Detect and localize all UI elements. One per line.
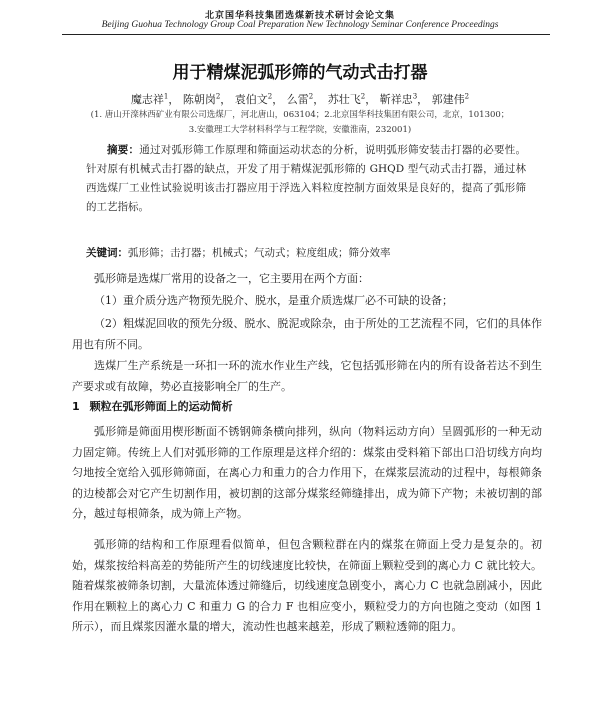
- section-paragraph-1: 弧形筛是筛面用楔形断面不锈钢筛条横向排列，纵向（物料运动方向）呈圆弧形的一种无动力固定筛。传统上人们对弧形筛的工作原理是这样介绍的：煤浆由受料箱下部出口沿切线方向均匀地按全宽给入弧形筛筛面，在离心力和重力的合力作用下，在煤浆层流动的过程中，每根筛条的边棱都会对它产生切割作用，被切割的这部分煤浆经筛缝排出，成为筛下产物；未被切割的部分，越过每根筛条，成为筛上产物。: [72, 425, 542, 520]
- running-header-english: Beijing Guohua Technology Group Coal Preparation New Technology Seminar Conference Proceedings: [101, 20, 499, 30]
- intro-item-1: （1）重介质分选产物预先脱介、脱水，是重介质选煤厂必不可缺的设备；: [94, 294, 453, 307]
- keywords: [86, 245, 526, 260]
- keywords-text: 弧形筛；击打器；机械式；气动式；粒度组成；筛分效率: [128, 247, 391, 259]
- section-heading: [72, 398, 233, 414]
- header-divider: [62, 34, 550, 35]
- author: 靳祥忠$^3$: [379, 92, 418, 106]
- intro-item-2: （2）粗煤泥回收的预先分级、脱水、脱泥或除杂，由于所处的工艺流程不同，它们的具体作用也有所不同。: [72, 317, 542, 351]
- author: 郭建伟$^2$: [431, 92, 470, 106]
- author: 么雷$^2$: [286, 92, 314, 106]
- abstract-text: 通过对弧形筛工作原理和筛面运动状态的分析，说明弧形筛安装击打器的必要性。针对原有机械式击打器的缺点，开发了用于精煤泥弧形筛的 GHQD 型气动式击打器，通过林西选煤厂工业性试验说明该击打器应用于浮选入料粒度控制方面效果是良好的，提高了弧形筛的工艺指标。: [86, 144, 526, 213]
- running-header-chinese: 北京国华科技集团选煤新技术研讨会论文集: [204, 11, 395, 21]
- author: 陈朝岗$^2$: [182, 92, 221, 106]
- abstract-label: 摘要：: [107, 144, 140, 156]
- author: 袁伯文$^2$: [234, 92, 273, 106]
- author-list: 魔志祥$^1$， 陈朝岗$^2$， 袁伯文$^2$， 么雷$^2$， 苏壮飞$^2$， 靳祥忠$^3$， 郭建伟$^2$: [130, 92, 470, 106]
- production-line-paragraph: 选煤厂生产系统是一环扣一环的流水作业生产线，它包括弧形筛在内的所有设备若达不到生产要求或有故障，势必直接影响全厂的生产。: [72, 359, 542, 393]
- section-title: 颗粒在弧形筛面上的运动简析: [89, 400, 233, 413]
- author: 苏壮飞$^2$: [327, 92, 366, 106]
- affiliation-line-1: (1. 唐山开滦林西矿业有限公司选煤厂，河北唐山，063104；2.北京国华科技集团有限公司，北京，101300；: [90, 110, 510, 120]
- keywords-label: 关键词：: [86, 247, 128, 259]
- section-number: 1: [72, 400, 80, 413]
- author: 魔志祥$^1$: [130, 92, 169, 106]
- affiliation-line-2: 3.安徽理工大学材料科学与工程学院，安徽淮南，232001): [188, 125, 412, 135]
- abstract: [86, 141, 526, 217]
- intro-paragraph: 弧形筛是选煤厂常用的设备之一，它主要用在两个方面：: [94, 272, 369, 285]
- paper-title: 用于精煤泥弧形筛的气动式击打器: [172, 63, 428, 83]
- section-paragraph-2: 弧形筛的结构和工作原理看似简单，但包含颗粒群在内的煤浆在筛面上受力是复杂的。初始，煤浆按给料高差的势能所产生的切线速度比较快，在筛面上颗粒受到的离心力 C 就比较大。随着煤浆被筛条切割，大量流体透过筛缝后，切线速度急剧变小，离心力 C 也就急剧减小，因此作用在颗粒上的离心力 C 和重力 G 的合力 F 也相应变小，颗粒受力的方向也随之变动（如图 1 所示），而且煤浆因灌水量的增大，流动性也越来越差，形成了颗粒透筛的阻力。: [72, 538, 542, 633]
